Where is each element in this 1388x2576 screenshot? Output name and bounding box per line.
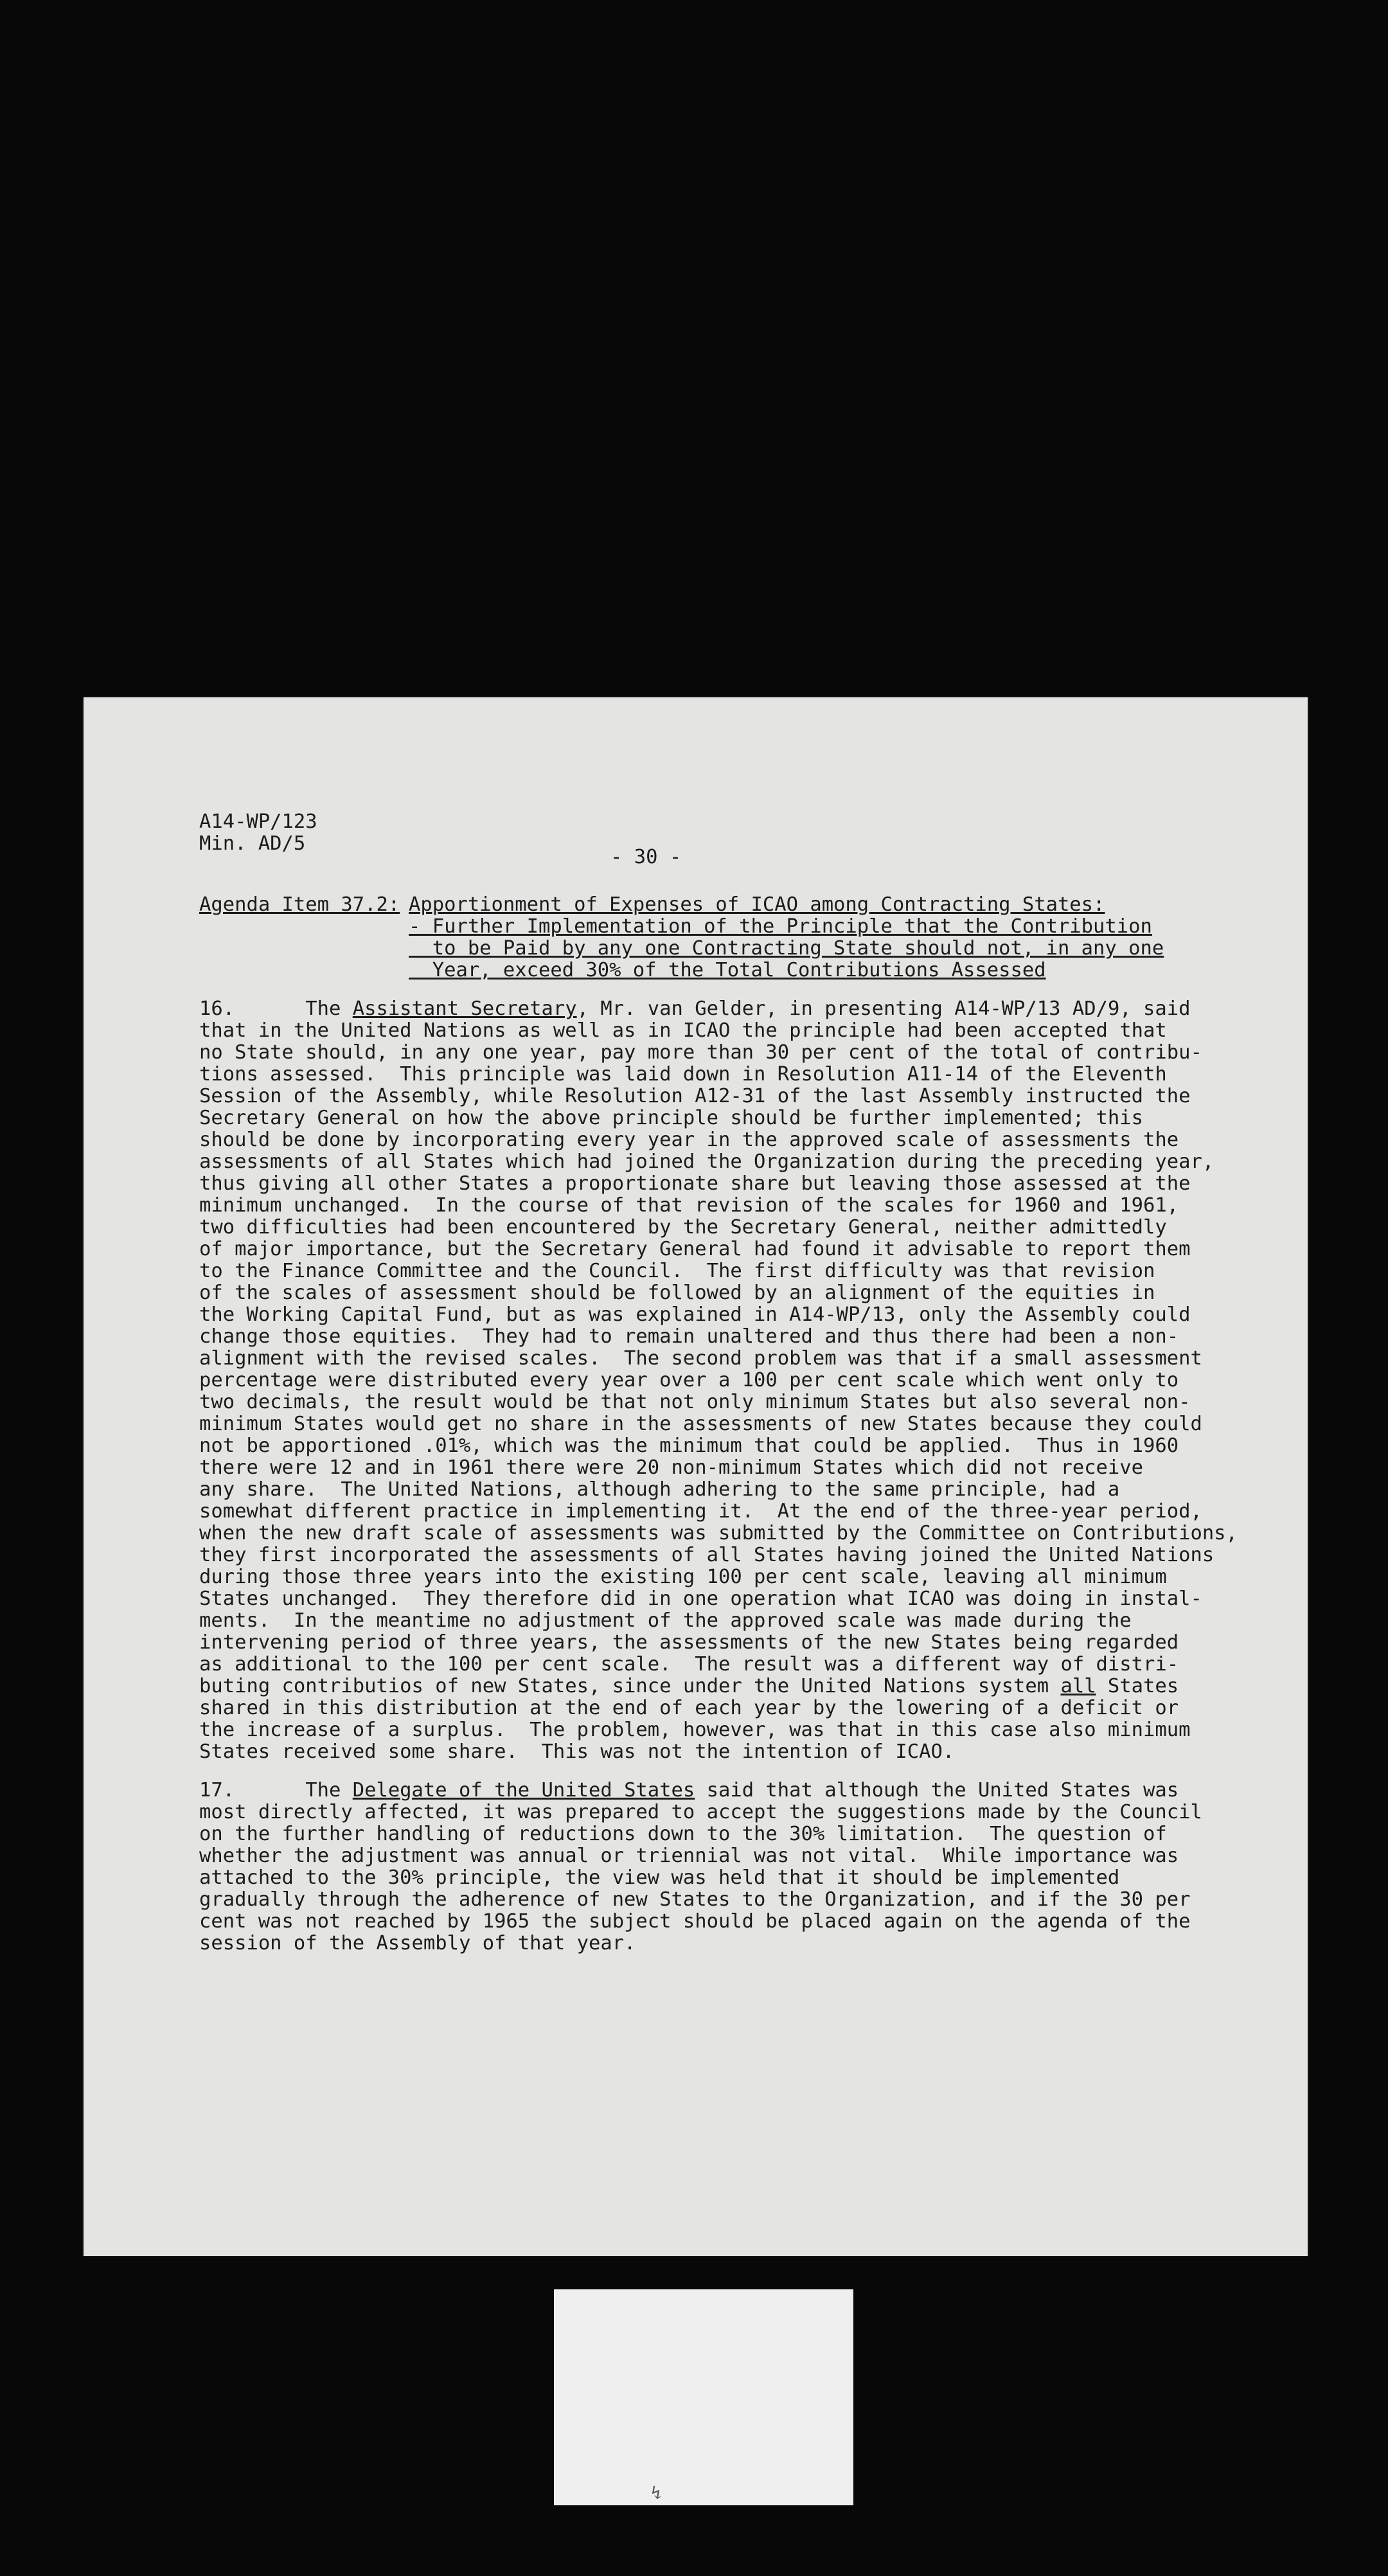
paragraph-line: ments. In the meantime no adjustment of the approved scale was made during the xyxy=(199,1609,1132,1632)
paragraph-line: no State should, in any one year, pay more than 30 per cent of the total of contribu- xyxy=(199,1041,1202,1064)
document-page xyxy=(84,697,1308,2256)
paragraph-line: the Working Capital Fund, but as was explained in A14-WP/13, only the Assembly could xyxy=(199,1303,1191,1326)
blank-slip xyxy=(554,2289,853,2505)
speaker-name: Assistant Secretary xyxy=(352,997,577,1020)
paragraph-line: gradually through the adherence of new States to the Organization, and if the 30 per xyxy=(199,1888,1191,1911)
paragraph-line: not be apportioned .01%, which was the minimum that could be applied. Thus in 1960 xyxy=(199,1435,1179,1457)
paragraph-body xyxy=(199,1020,1259,1676)
paragraph-line: Session of the Assembly, while Resolution A12-31 of the last Assembly instructed the xyxy=(199,1085,1191,1107)
paragraph-line: tions assessed. This principle was laid down in Resolution A11-14 of the Eleventh xyxy=(199,1063,1167,1086)
agenda-title-line: - Further Implementation of the Principle that the Contribution xyxy=(409,915,1152,938)
paragraph-line: session of the Assembly of that year. xyxy=(199,1932,636,1954)
agenda-title-line: Year, exceed 30% of the Total Contributions Assessed xyxy=(409,959,1046,981)
paragraph-line: States unchanged. They therefore did in one operation what ICAO was doing in instal- xyxy=(199,1588,1202,1610)
paragraph-line: during those three years into the existing 100 per cent scale, leaving all minimum xyxy=(199,1566,1167,1588)
line-text: States xyxy=(1096,1675,1179,1697)
paragraph-line: of the scales of assessment should be followed by an alignment of the equities in xyxy=(199,1282,1155,1304)
agenda-title-line: Apportionment of Expenses of ICAO among Contracting States: xyxy=(409,893,1105,916)
paragraph-line: States received some share. This was not the intention of ICAO. xyxy=(199,1740,955,1763)
paragraph-line: when the new draft scale of assessments was submitted by the Committee on Contributions, xyxy=(199,1522,1238,1544)
paragraph-line: cent was not reached by 1965 the subject should be placed again on the agenda of the xyxy=(199,1910,1191,1933)
paragraph-line: minimum unchanged. In the course of that revision of the scales for 1960 and 1961, xyxy=(199,1194,1179,1217)
paragraph-line: somewhat different practice in implementing it. At the end of the three-year period, xyxy=(199,1500,1202,1523)
paragraph-line: alignment with the revised scales. The second problem was that if a small assessment xyxy=(199,1347,1202,1370)
lead-text: , Mr. van Gelder, in presenting A14-WP/13 AD/9, said xyxy=(576,997,1191,1020)
emphasis-all: all xyxy=(1060,1675,1096,1697)
paragraph-line: that in the United Nations as well as in ICAO the principle had been accepted that xyxy=(199,1019,1167,1042)
paragraph-body xyxy=(199,1802,1259,1954)
paragraph-line: Secretary General on how the above principle should be further implemented; this xyxy=(199,1107,1144,1129)
paragraph-line: to the Finance Committee and the Council. The first difficulty was that revision xyxy=(199,1260,1155,1282)
speaker-name: Delegate of the United States xyxy=(352,1779,695,1802)
agenda-label: Agenda Item 37.2: xyxy=(199,893,400,916)
paragraph-17 xyxy=(199,1780,1259,1954)
pencil-mark: ↯ xyxy=(649,2482,664,2503)
paragraph-line: two difficulties had been encountered by the Secretary General, neither admittedly xyxy=(199,1216,1167,1239)
paragraph-lead-line xyxy=(199,998,1259,1020)
paragraph-lead-line xyxy=(199,1780,1259,1802)
paragraph-line: assessments of all States which had joined the Organization during the preceding year, xyxy=(199,1150,1214,1173)
paragraph-line: of major importance, but the Secretary General had found it advisable to report them xyxy=(199,1238,1191,1260)
paragraph-line: shared in this distribution at the end of each year by the lowering of a deficit or xyxy=(199,1697,1179,1719)
paragraph-line: as additional to the 100 per cent scale. The result was a different way of distri- xyxy=(199,1653,1179,1676)
paragraph-line: attached to the 30% principle, the view was held that it should be implemented xyxy=(199,1866,1120,1889)
paragraph-line: should be done by incorporating every year in the approved scale of assessments the xyxy=(199,1129,1179,1151)
paragraph-line: percentage were distributed every year over a 100 per cent scale which went only to xyxy=(199,1369,1179,1391)
document-refs xyxy=(199,811,317,855)
lead-text: said that although the United States was xyxy=(695,1779,1179,1802)
paragraph-line: change those equities. They had to remain unaltered and thus there had been a non- xyxy=(199,1325,1179,1348)
paragraph-number: 17. xyxy=(199,1779,235,1802)
paragraph-line: they first incorporated the assessments of all States having joined the United Nations xyxy=(199,1544,1214,1566)
paragraph-line: two decimals, the result would be that not only minimum States but also several non- xyxy=(199,1391,1191,1413)
paragraph-line: most directly affected, it was prepared to accept the suggestions made by the Council xyxy=(199,1801,1202,1823)
paragraph-16 xyxy=(199,998,1259,1763)
lead-text: The xyxy=(305,1779,353,1802)
page-number: - 30 - xyxy=(610,846,682,868)
line-text: buting contributios of new States, since under the United Nations system xyxy=(199,1675,1061,1697)
paragraph-line: there were 12 and in 1961 there were 20 non-minimum States which did not receive xyxy=(199,1456,1144,1479)
paragraph-line: on the further handling of reductions down to the 30% limitation. The question of xyxy=(199,1823,1167,1845)
ref-min: Min. AD/5 xyxy=(199,832,306,855)
paragraph-line: thus giving all other States a proportionate share but leaving those assessed at the xyxy=(199,1172,1191,1195)
paragraph-line xyxy=(199,1676,1259,1697)
paragraph-line: intervening period of three years, the assessments of the new States being regarded xyxy=(199,1631,1179,1654)
agenda-title xyxy=(409,894,1164,981)
paragraph-number: 16. xyxy=(199,997,235,1020)
ref-wp: A14-WP/123 xyxy=(199,810,317,833)
lead-text: The xyxy=(305,997,353,1020)
paragraph-line: minimum States would get no share in the assessments of new States because they could xyxy=(199,1413,1202,1435)
paragraph-line: whether the adjustment was annual or triennial was not vital. While importance was xyxy=(199,1845,1179,1867)
agenda-title-line: to be Paid by any one Contracting State should not, in any one xyxy=(409,937,1164,960)
paragraph-line: any share. The United Nations, although adhering to the same principle, had a xyxy=(199,1478,1120,1501)
paragraph-line: the increase of a surplus. The problem, however, was that in this case also minimum xyxy=(199,1719,1191,1741)
